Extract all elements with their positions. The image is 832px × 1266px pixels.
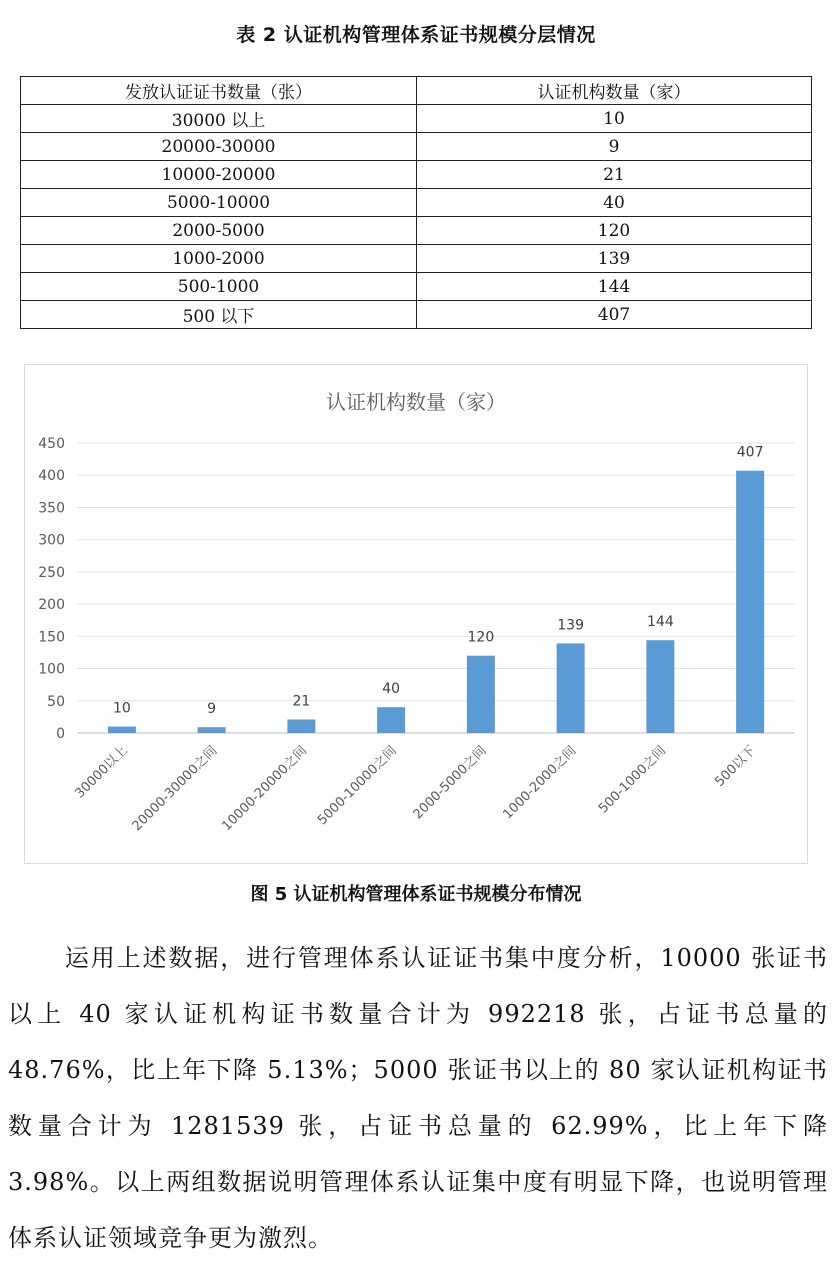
table-cell: 500-1000: [21, 273, 417, 301]
data-label: 144: [647, 614, 674, 631]
table-cell: 407: [417, 301, 812, 329]
x-tick-label: 1000-2000之间: [500, 743, 580, 823]
table-cell: 10: [417, 105, 812, 133]
x-tick-label: 500-1000之间: [595, 743, 670, 817]
data-label: 120: [467, 629, 495, 646]
table-cell: 2000-5000: [21, 217, 417, 245]
table-header-cell: 认证机构数量（家）: [417, 77, 812, 105]
bar: [377, 707, 405, 733]
bar: [467, 656, 495, 733]
x-tick-label: 500以下: [712, 743, 759, 790]
table-row: [21, 273, 812, 301]
table-cell: 10000-20000: [21, 161, 417, 189]
table-cell: 40: [417, 189, 812, 217]
x-tick-label: 10000-20000之间: [219, 743, 311, 835]
table-row: [21, 301, 812, 329]
certificate-scale-table: [20, 76, 812, 329]
x-tick-label: 30000以上: [72, 743, 131, 802]
table-cell: 144: [417, 273, 812, 301]
bar: [736, 471, 764, 733]
y-tick-label: 400: [38, 468, 65, 485]
bar: [557, 643, 585, 733]
paragraph-text: 运用上述数据，进行管理体系认证证书集中度分析，10000 张证书以上 40 家认证机构证书数量合计为 992218 张，占证书总量的 48.76%，比上年下降 5.13%；5000 张证书以上的 80 家认证机构证书数量合计为 1281539 张，占证书总量的 62.99%，比上年下降 3.98%。以上两组数据说明管理体系认证集中度有明显下降，也说明管理体系认证领域竞争更为激烈。: [8, 944, 828, 1252]
data-label: 407: [736, 444, 764, 461]
y-tick-label: 100: [38, 661, 65, 678]
data-label: 21: [292, 693, 311, 710]
chart-title: 认证机构数量（家）: [326, 390, 506, 414]
y-tick-label: 300: [38, 532, 65, 549]
table-cell: 139: [417, 245, 812, 273]
y-tick-label: 50: [47, 693, 65, 710]
table-title: 表 2 认证机构管理体系证书规模分层情况: [236, 24, 596, 46]
table-cell: 30000 以上: [21, 105, 417, 133]
table-row: [21, 105, 812, 133]
bar-chart: [25, 365, 807, 863]
table-row: [21, 245, 812, 273]
bar: [108, 727, 136, 733]
table-cell: 120: [417, 217, 812, 245]
y-tick-label: 0: [56, 726, 65, 742]
y-tick-label: 350: [38, 500, 65, 517]
x-tick-label: 2000-5000之间: [410, 743, 490, 823]
body-paragraph: [8, 930, 828, 1266]
table-cell: 21: [417, 161, 812, 189]
y-tick-label: 150: [38, 629, 65, 646]
x-tick-label: 20000-30000之间: [129, 743, 221, 835]
bar: [646, 640, 674, 733]
table-header-row: [21, 77, 812, 105]
data-label: 10: [112, 700, 131, 717]
bar: [198, 727, 226, 733]
data-label: 40: [382, 681, 401, 698]
table-row: [21, 217, 812, 245]
y-tick-label: 200: [38, 597, 65, 614]
figure-caption: 图 5 认证机构管理体系证书规模分布情况: [250, 884, 582, 905]
data-label: 9: [207, 701, 217, 718]
table-cell: 20000-30000: [21, 133, 417, 161]
table-cell: 500 以下: [21, 301, 417, 329]
y-tick-label: 450: [38, 436, 65, 452]
table-row: [21, 133, 812, 161]
bar: [287, 719, 315, 733]
table-row: [21, 161, 812, 189]
data-label: 139: [557, 617, 584, 634]
table-cell: 9: [417, 133, 812, 161]
table-cell: 5000-10000: [21, 189, 417, 217]
table-cell: 1000-2000: [21, 245, 417, 273]
bar-chart-frame: [24, 364, 808, 864]
x-tick-label: 5000-10000之间: [315, 743, 400, 829]
table-header-cell: 发放认证证书数量（张）: [21, 77, 417, 105]
table-row: [21, 189, 812, 217]
y-tick-label: 250: [38, 564, 65, 581]
